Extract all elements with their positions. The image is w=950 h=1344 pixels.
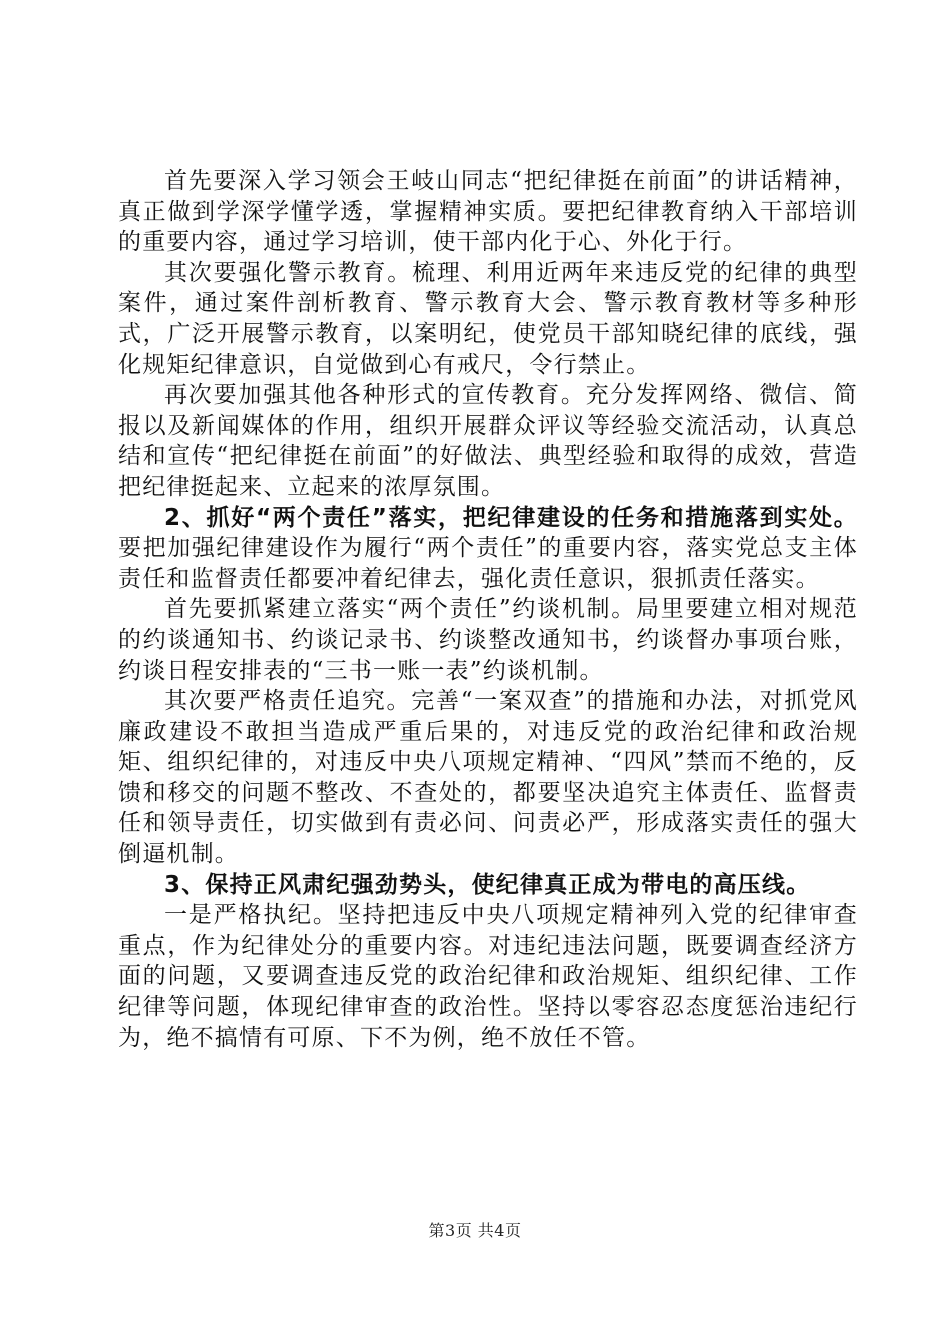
document-body (118, 166, 858, 1053)
paragraph-study-speech: 首先要深入学习领会王岐山同志“把纪律挺在前面”的讲话精神，真正做到学深学懂学透，掌握精神实质。要把纪律教育纳入干部培训的重要内容，通过学习培训，使干部内化于心、外化于行。 (118, 168, 858, 256)
paragraph-publicity-education: 再次要加强其他各种形式的宣传教育。充分发挥网络、微信、简报以及新闻媒体的作用，组织开展群众评议等经验交流活动，认真总结和宣传“把纪律挺在前面”的好做法、典型经验和取得的成效，营造把纪律挺起来、立起来的浓厚氛围。 (118, 382, 858, 500)
paragraph-strict-discipline: 一是严格执纪。坚持把违反中央八项规定精神列入党的纪律审查重点，作为纪律处分的重要内容。对违纪违法问题，既要调查经济方面的问题，又要调查违反党的政治纪律和政治规矩、组织纪律、工作纪律等问题，体现纪律审查的政治性。坚持以零容忍态度惩治违纪行为，绝不搞情有可原、下不为例，绝不放任不管。 (118, 902, 858, 1051)
paragraph-accountability: 其次要严格责任追究。完善“一案双查”的措施和办法，对抓党风廉政建设不敢担当造成严重后果的，对违反党的政治纪律和政治规矩、组织纪律的，对违反中央八项规定精神、“四风”禁而不绝的，反馈和移交的问题不整改、不查处的，都要坚决追究主体责任、监督责任和领导责任，切实做到有责必问、问责必严，形成落实责任的强大倒逼机制。 (118, 688, 858, 868)
paragraph-warning-education: 其次要强化警示教育。梳理、利用近两年来违反党的纪律的典型案件，通过案件剖析教育、警示教育大会、警示教育教材等多种形式，广泛开展警示教育，以案明纪，使党员干部知晓纪律的底线，强化规矩纪律意识，自觉做到心有戒尺，令行禁止。 (118, 259, 858, 378)
section-heading-2: 2、抓好“两个责任”落实，把纪律建设的任务和措施落到实处。 (164, 504, 858, 531)
page-number-footer: 第3页 共4页 (428, 1221, 522, 1240)
section-heading-3: 3、保持正风肃纪强劲势头，使纪律真正成为带电的高压线。 (164, 871, 811, 898)
paragraph-interview-mechanism: 首先要抓紧建立落实“两个责任”约谈机制。局里要建立相对规范的约谈通知书、约谈记录书、约谈整改通知书，约谈督办事项台账，约谈日程安排表的“三书一账一表”约谈机制。 (118, 596, 858, 684)
paragraph-two-responsibilities (118, 503, 858, 595)
section-2-body: 要把加强纪律建设作为履行“两个责任”的重要内容，落实党总支主体责任和监督责任都要冲着纪律去，强化责任意识，狠抓责任落实。 (118, 535, 858, 592)
